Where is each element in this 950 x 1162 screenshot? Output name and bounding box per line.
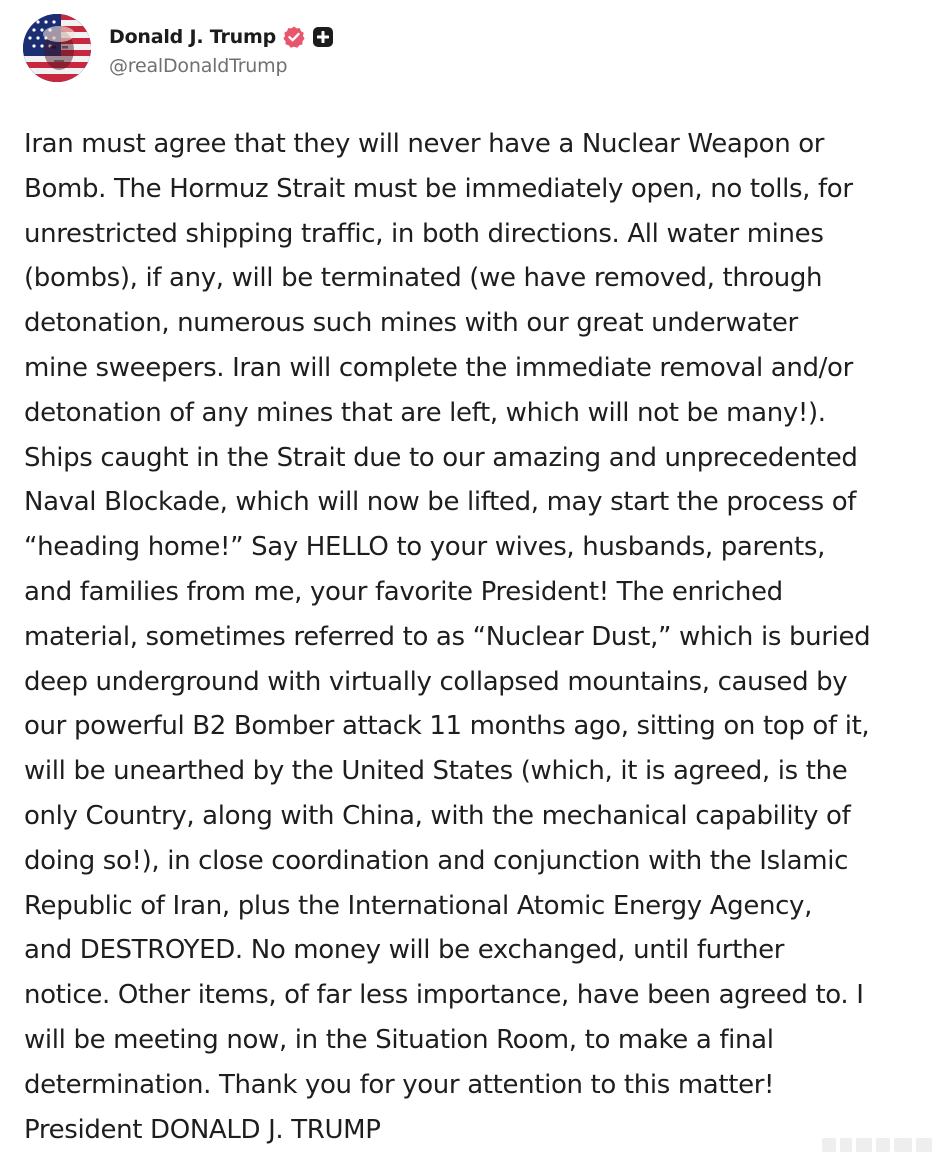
plus-square-icon (312, 26, 334, 48)
author-identity (109, 19, 334, 77)
post-body-line: Naval Blockade, which will now be lifted, may start the process of (24, 487, 857, 518)
post-body-line: doing so!), in close coordination and conjunction with the Islamic (24, 845, 849, 876)
post-body-line: will be meeting now, in the Situation Room, to make a final (24, 1024, 774, 1055)
post-body-line: detonation, numerous such mines with our great underwater (24, 308, 798, 339)
avatar[interactable] (23, 14, 91, 82)
post-body-line: will be unearthed by the United States (which, it is agreed, is the (24, 756, 848, 787)
post-body-line: detonation of any mines that are left, which will not be many!). (24, 397, 826, 428)
verified-badge-icon (282, 25, 306, 49)
post-body-line: “heading home!” Say HELLO to your wives, husbands, parents, (24, 532, 825, 563)
post-body-line: Republic of Iran, plus the International Atomic Energy Agency, (24, 890, 813, 921)
name-row (109, 19, 334, 55)
post-body-line: (bombs), if any, will be terminated (we have removed, through (24, 263, 823, 294)
post-body-line: notice. Other items, of far less importance, have been agreed to. I (24, 980, 864, 1011)
post-body-line: mine sweepers. Iran will complete the immediate removal and/or (24, 352, 853, 383)
post-body-line: Ships caught in the Strait due to our amazing and unprecedented (24, 442, 858, 473)
post-body-line: Iran must agree that they will never have a Nuclear Weapon or (24, 129, 825, 159)
post-body-line: material, sometimes referred to as “Nuclear Dust,” which is buried (24, 621, 871, 652)
author-handle[interactable]: @realDonaldTrump (109, 55, 288, 77)
post-body (24, 122, 939, 1152)
post-body-line: our powerful B2 Bomber attack 11 months ago, sitting on top of it, (24, 711, 870, 742)
post-body-line: Bomb. The Hormuz Strait must be immediately open, no tolls, for (24, 173, 853, 204)
watermark (822, 1134, 944, 1156)
post-body-line: determination. Thank you for your attention to this matter! (24, 1069, 775, 1100)
post-body-line: President DONALD J. TRUMP (24, 1114, 381, 1145)
post-body-line: and DESTROYED. No money will be exchanged, until further (24, 935, 785, 966)
post-body-line: and families from me, your favorite President! The enriched (24, 576, 783, 607)
post-header (23, 14, 334, 82)
post-body-line: only Country, along with China, with the mechanical capability of (24, 800, 851, 831)
post-body-line: deep underground with virtually collapsed mountains, caused by (24, 666, 848, 697)
author-display-name[interactable]: Donald J. Trump (109, 26, 276, 48)
flag-portrait-avatar-icon (23, 14, 91, 82)
post-body-line: unrestricted shipping traffic, in both directions. All water mines (24, 218, 824, 249)
